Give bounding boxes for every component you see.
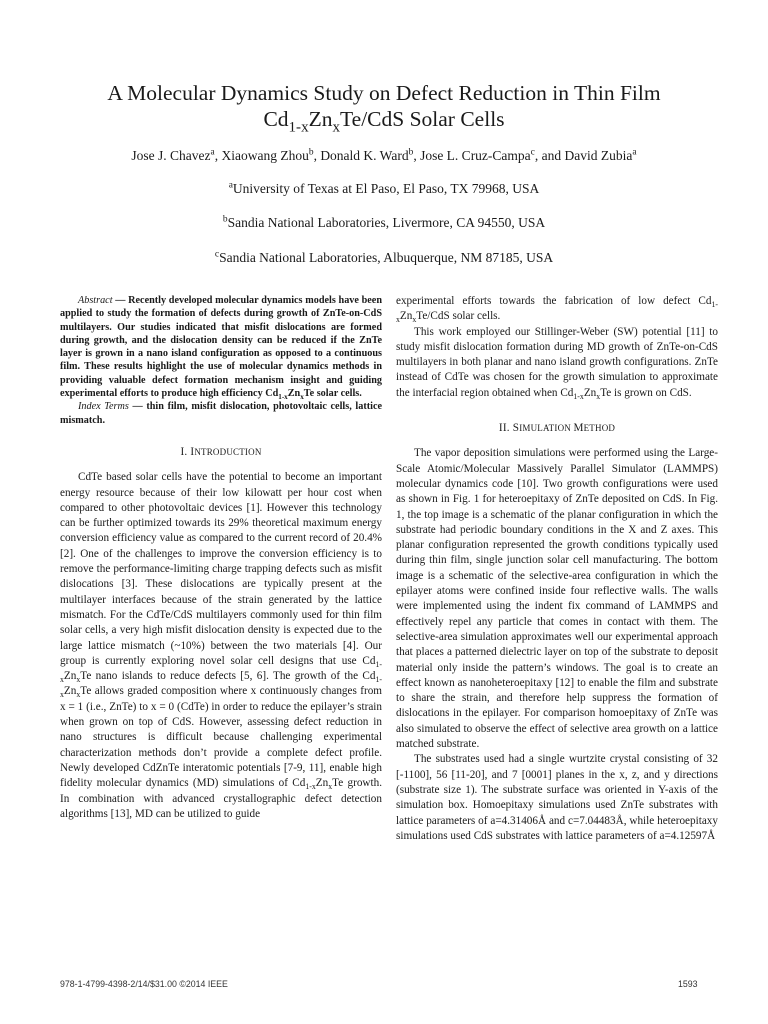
- section-heading-simulation-method: [396, 421, 718, 436]
- paragraph-text: Te/CdS solar cells.: [416, 310, 501, 323]
- affiliation: [0, 181, 768, 197]
- introduction-paragraph: [60, 470, 382, 822]
- title-subscript: x: [332, 119, 341, 136]
- affiliation-mark: b: [222, 214, 228, 225]
- subscript: x: [596, 392, 601, 402]
- paragraph-text: Te allows graded composition where x continuously changes from x = 1 (i.e., ZnTe) to x = 0 (CdTe) in order to reduce the epilayer’s strain when grown on top of CdS. However, assessing defect reduction in nano structures is difficult because challenging experimental characterization methods don’t provide a complete defect profile. Newly developed CdZnTe interatomic potentials [7-9, 11], enable high fidelity molecular dynamics (MD) simulations of Cd: [60, 685, 382, 790]
- paragraph-text: Zn: [399, 310, 413, 323]
- index-terms-dash: —: [128, 401, 147, 413]
- continued-paragraph: [396, 294, 718, 325]
- subscript: 1-x: [573, 392, 584, 402]
- subscript: 1-x: [305, 782, 316, 792]
- affiliation-text: Sandia National Laboratories, Livermore, CA 94550, USA: [227, 215, 546, 230]
- abstract-dash: —: [112, 295, 129, 306]
- author-affiliation-mark: b: [408, 147, 414, 158]
- title-text: Zn: [308, 107, 333, 131]
- paragraph-text: Zn: [63, 670, 77, 683]
- affiliation-mark: c: [214, 249, 220, 260]
- abstract-subscript: x: [300, 393, 304, 402]
- affiliation-mark: a: [228, 180, 233, 191]
- paragraph-text: experimental efforts towards the fabrication of low defect Cd: [396, 295, 712, 307]
- section-initial: I: [190, 445, 195, 458]
- abstract-text: Recently developed molecular dynamics models have been applied to study the formation of defects during growth of ZnTe-on-CdS multilayers. Our studies indicated that misfit dislocations are formed during growth, and the dislocation density can be reduced if the ZnTe layer is grown in a nano island configuration as opposed to a continuous film. These results highlight the use of molecular dynamics methods in providing valuable defect formation mechanism insight and guiding experimental efforts to produce high efficiency Cd: [60, 295, 382, 400]
- index-terms-text: thin film, misfit dislocation, photovoltaic cells, lattice mismatch.: [60, 401, 382, 426]
- abstract-label: Abstract: [78, 295, 113, 306]
- author-conjunction: , and: [534, 148, 565, 163]
- footer-copyright: 978-1-4799-4398-2/14/$31.00 ©2014 IEEE: [60, 979, 228, 989]
- work-paragraph: [396, 325, 718, 401]
- subscript: x: [412, 315, 417, 325]
- index-terms-label: Index Terms: [78, 401, 129, 413]
- author-affiliation-mark: c: [530, 147, 535, 158]
- section-number: I.: [180, 445, 191, 458]
- substrate-paragraph: The substrates used had a single wurtzite crystal consisting of 32 [-1100], 56 [11-20], and 7 [0001] planes in the x, z, and y directions (substrate size 1). The substrate surface was oriented in Y-axis of the simulation box. Homoepitaxy simulations used ZnTe substrates with lattice parameters of a=4.31406Å and c=7.04483Å, while heteroepitaxy simulations used CdS substrates with lattice parameters of a=4.12597Å: [396, 753, 718, 842]
- abstract-subscript: 1-x: [278, 393, 288, 402]
- author-affiliation-mark: a: [210, 147, 215, 158]
- author-affiliation-mark: a: [632, 147, 637, 158]
- section-title-rest: ETHOD: [583, 423, 616, 434]
- section-title-rest: NTRODUCTION: [194, 446, 262, 457]
- paragraph-text: Zn: [315, 777, 329, 790]
- title-text: Cd: [263, 107, 289, 131]
- title-text: Te/CdS Solar Cells: [340, 107, 505, 131]
- paragraph-text: CdTe based solar cells have the potential to become an important energy resource because of their low kilowatt per hour cost when compared to other photovoltaic devices [1]. However this technology can be further optimized towards its 29% theoretical maximum energy conversion efficiency value as compared to the current record of 20.4% [2]. One of the challenges to improve the conversion efficiency is to remove the performance-limiting charge trapping defects such as misfit dislocations [3]. These dislocations are typically present at the multilayer interfaces because of the strain generated by the lattice mismatch. For the CdTe/CdS multilayers commonly used for thin film solar cells, a very high misfit dislocation density is expected due to the large lattice mismatch (~10%) between the two materials [4]. Our group is currently exploring novel solar cell designs that use Cd: [60, 471, 382, 667]
- affiliation-text: Sandia National Laboratories, Albuquerque, NM 87185, USA: [219, 250, 554, 265]
- abstract-paragraph: [60, 294, 382, 400]
- author-affiliation-mark: b: [308, 147, 314, 158]
- affiliation: [0, 215, 768, 231]
- section-initial: M: [573, 422, 584, 435]
- paper-title-line-2: [0, 106, 768, 136]
- section-title-rest: IMULATION: [519, 423, 574, 434]
- paragraph-text: Te growth. In combination with advanced crystallographic defect detection algorithms [13], MD can be utilized to guide: [60, 777, 382, 820]
- title-subscript: 1-x: [288, 119, 309, 136]
- section-initial: S: [512, 422, 520, 435]
- simulation-paragraph: The vapor deposition simulations were performed using the Large-Scale Atomic/Molecular Massively Parallel Simulator (LAMMPS) molecular dynamics code [10]. Two growth configurations were used as shown in Fig. 1 for heteroepitaxy of ZnTe deposited on CdS. In Fig. 1, the top image is a schematic of the planar configuration in which the substrate had periodic boundary conditions in the X and Z axes. This planar configuration represented the growth conditions typically used during thin film, single junction solar cell manufacturing. The bottom image is a schematic of the selective-area configuration in which the epilayer atoms were confined inside four reflective walls. The walls were implemented using the indent fix command of LAMMPS and effectively repel any particle that comes in contact with them. The selective-area simulation approximates well our experimental approach that places a patterned dielectric layer on top of the substrate to deposit material only inside the pattern’s windows. The goal is to create an effect known as nanoheteroepitaxy [12] to enable the film and substrate to share the strain, and therefore help suppress the formation of dislocations in the epilayer. For comparison homoepitaxy of ZnTe was also simulated to observe the effect of selective area growth on a lattice matched substrate.: [396, 447, 718, 751]
- paragraph-text: This work employed our Stillinger-Weber (SW) potential [11] to study misfit dislocation formation during MD growth of ZnTe-on-CdS multilayers in both planar and nano island growth configurations. ZnTe instead of CdTe was chosen for the growth simulation to approximate the interfacial region obtained when Cd: [396, 325, 718, 399]
- author-name: Jose J. Chavez: [131, 148, 211, 163]
- abstract: [60, 294, 382, 427]
- paragraph-text: Te nano islands to reduce defects [5, 6]. The growth of the Cd: [80, 670, 376, 683]
- subscript: x: [76, 675, 81, 685]
- abstract-text: Zn: [287, 388, 301, 400]
- author-name: David Zubia: [564, 148, 633, 163]
- paragraph-text: Te is grown on CdS.: [600, 386, 692, 399]
- paper-title-line-1: A Molecular Dynamics Study on Defect Reduction in Thin Film: [107, 81, 661, 105]
- subscript: 1-x: [396, 300, 718, 325]
- section-number: II.: [498, 422, 513, 435]
- affiliation-text: University of Texas at El Paso, El Paso, TX 79968, USA: [232, 181, 540, 196]
- index-terms: [60, 400, 382, 427]
- author-name: Jose L. Cruz-Campa: [420, 148, 531, 163]
- subscript: 1-x: [60, 675, 382, 700]
- author-list: Jose J. Chavez$^a$, Xiaowang Zhou$^b$, Donald K. Ward$^b$, Jose L. Cruz-Campa$^c$, and David Zubia$^a$: [131, 147, 637, 163]
- subscript: x: [76, 690, 81, 700]
- subscript: x: [328, 782, 333, 792]
- affiliation: [0, 250, 768, 266]
- abstract-text: Te solar cells.: [303, 388, 362, 400]
- author-name: Donald K. Ward: [320, 148, 409, 163]
- right-column: [396, 294, 718, 844]
- paragraph-text: Zn: [63, 685, 77, 698]
- author-name: Xiaowang Zhou: [221, 148, 309, 163]
- left-column: [60, 294, 382, 822]
- subscript: 1-x: [60, 660, 382, 685]
- section-heading-introduction: [60, 445, 382, 460]
- page-number: 1593: [678, 979, 698, 989]
- paragraph-text: Zn: [583, 386, 597, 399]
